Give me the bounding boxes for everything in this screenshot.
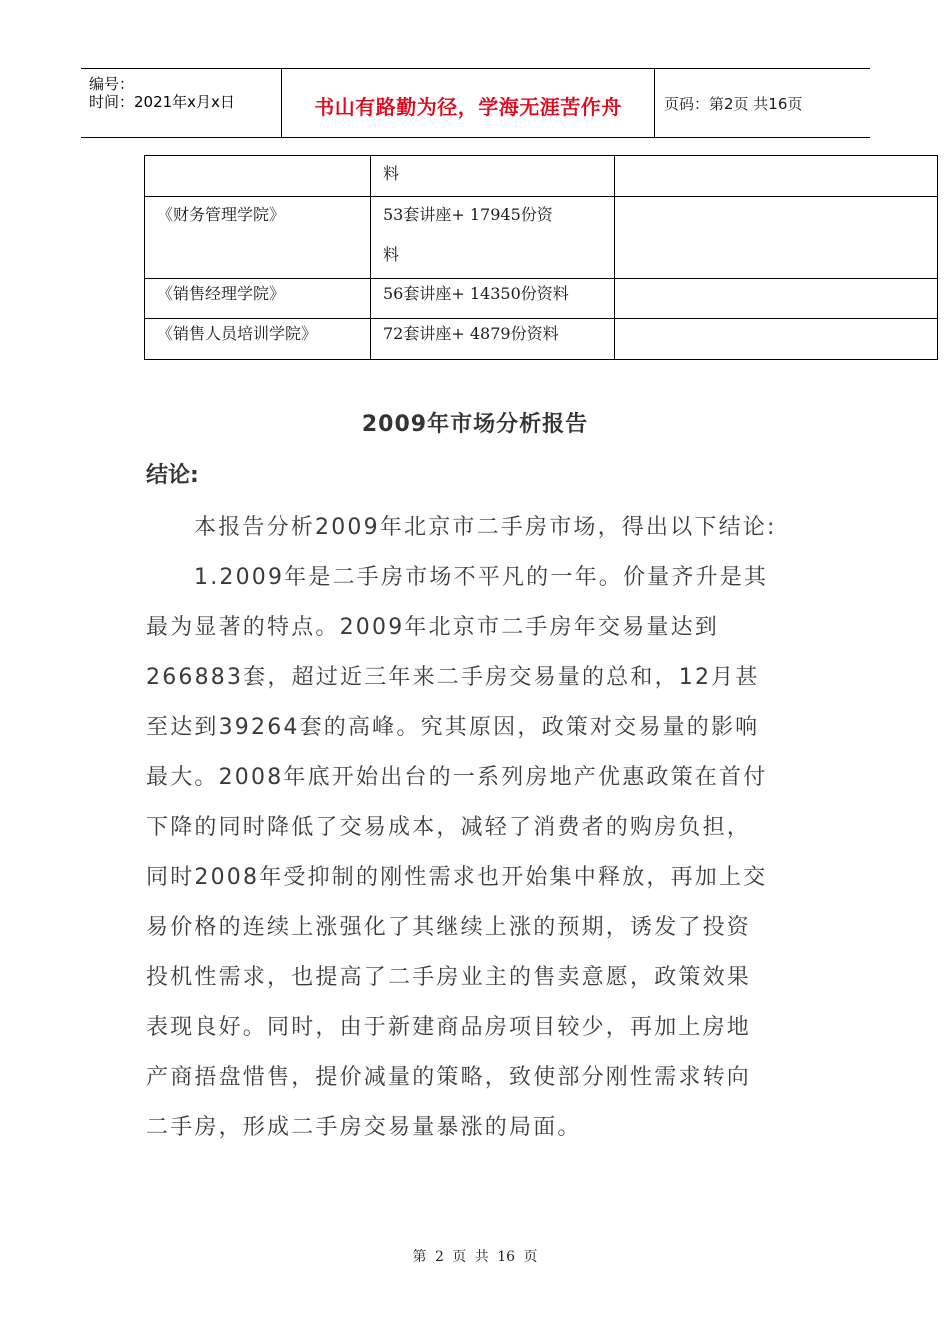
conclusion-heading: 结论: <box>146 463 199 488</box>
table-cell-content <box>371 156 615 197</box>
paragraph-line: 二手房，形成二手房交易量暴涨的局面。 <box>146 1115 582 1140</box>
table-cell-line: 53套讲座+ 17945份资 <box>383 205 553 224</box>
report-body <box>146 503 810 1153</box>
page-footer: 第 2 页 共 16 页 <box>412 1249 538 1265</box>
paragraph-line: 下降的同时降低了交易成本，减轻了消费者的购房负担， <box>146 815 752 840</box>
table-cell-line: 《财务管理学院》 <box>157 205 286 224</box>
table-cell-line: 《销售人员培训学院》 <box>157 324 318 343</box>
paragraph-line: 1.2009年是二手房市场不平凡的一年。价量齐升是其 <box>194 565 769 590</box>
header-motto: 书山有路勤为径，学海无涯苦作舟 <box>314 95 622 119</box>
paragraph-line: 表现良好。同时，由于新建商品房项目较少，再加上房地 <box>146 1015 752 1040</box>
header-page-info: 页码：第2页 共16页 <box>664 95 803 113</box>
header-motto-cell <box>281 69 655 137</box>
table-cell-line: 料 <box>383 245 400 264</box>
table-cell-note <box>615 319 938 360</box>
paragraph-line: 266883套，超过近三年来二手房交易量的总和，12月甚 <box>146 665 760 690</box>
page-header <box>81 68 870 138</box>
header-meta <box>81 69 281 137</box>
header-page-cell <box>654 69 870 137</box>
table-row <box>145 197 938 279</box>
table-row <box>145 279 938 319</box>
paragraph-line: 最为显著的特点。2009年北京市二手房年交易量达到 <box>146 615 719 640</box>
paragraph-line: 本报告分析2009年北京市二手房市场，得出以下结论: <box>194 515 777 540</box>
table-cell-line: 72套讲座+ 4879份资料 <box>383 324 559 343</box>
table-cell-note <box>615 197 938 279</box>
paragraph-line: 最大。2008年底开始出台的一系列房地产优惠政策在首付 <box>146 765 768 790</box>
table-cell-name <box>145 319 371 360</box>
table-cell-name <box>145 279 371 319</box>
table-cell-name <box>145 156 371 197</box>
paragraph-line: 至达到39264套的高峰。究其原因，政策对交易量的影响 <box>146 715 760 740</box>
number-label: 编号： <box>89 75 135 93</box>
paragraph-line: 易价格的连续上涨强化了其继续上涨的预期，诱发了投资 <box>146 915 752 940</box>
table-row <box>145 319 938 360</box>
table-cell-content <box>371 319 615 360</box>
table-row <box>145 156 938 197</box>
table-cell-line: 《销售经理学院》 <box>157 284 286 303</box>
table-cell-note <box>615 279 938 319</box>
paragraph-line: 产商捂盘惜售，提价减量的策略，致使部分刚性需求转向 <box>146 1065 752 1090</box>
catalog-table <box>144 155 938 360</box>
table-cell-content <box>371 279 615 319</box>
paragraph-line: 同时2008年受抑制的刚性需求也开始集中释放，再加上交 <box>146 865 768 890</box>
table-cell-line: 料 <box>383 164 400 183</box>
table-cell-line: 56套讲座+ 14350份资料 <box>383 284 569 303</box>
paragraph-line: 投机性需求，也提高了二手房业主的售卖意愿，政策效果 <box>146 965 752 990</box>
table-cell-note <box>615 156 938 197</box>
table-cell-content <box>371 197 615 279</box>
table-cell-name <box>145 197 371 279</box>
date-line: 时间：2021年x月x日 <box>89 93 235 111</box>
report-title: 2009年市场分析报告 <box>361 412 589 437</box>
